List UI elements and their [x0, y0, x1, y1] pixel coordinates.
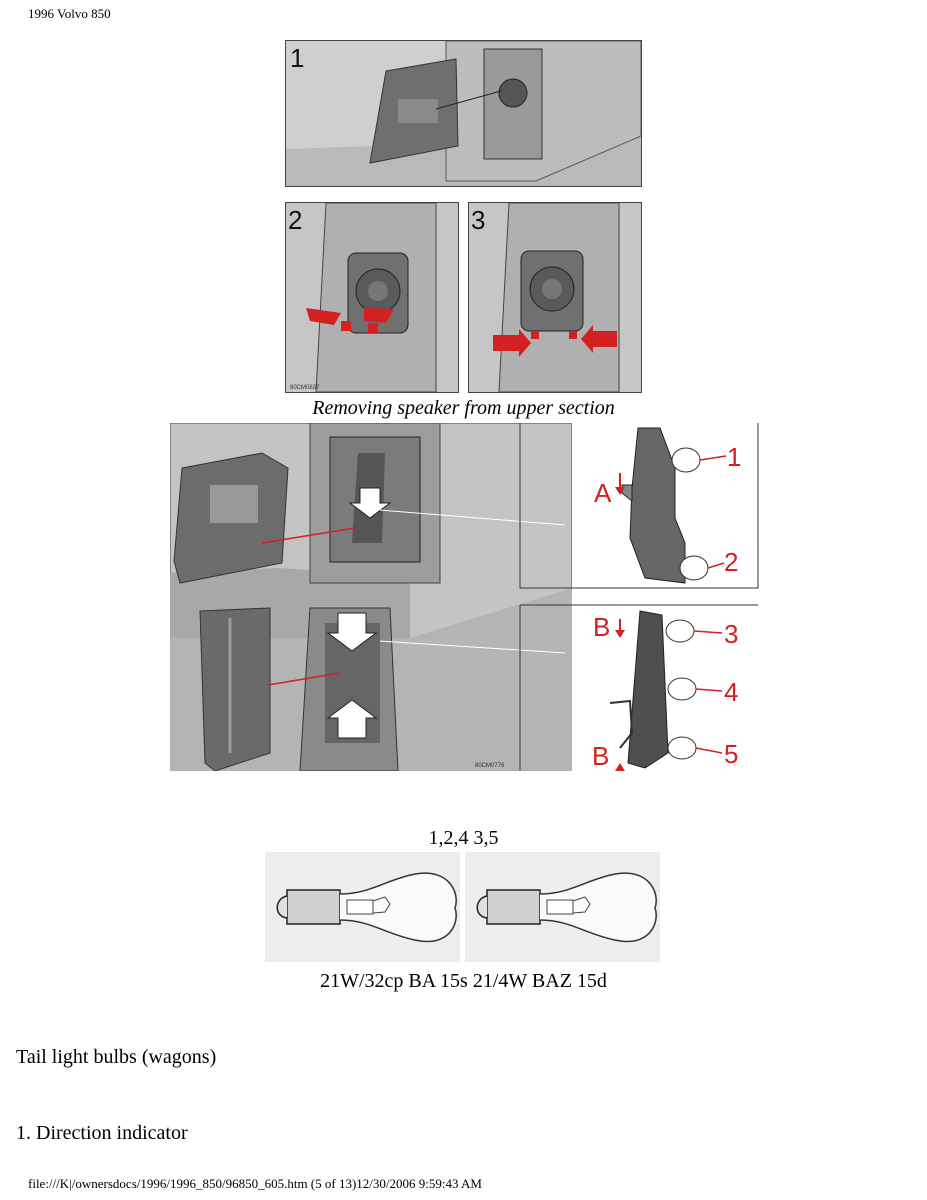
figure-panel-3 [468, 202, 642, 393]
callout-2: 2 [724, 547, 739, 577]
bulbs-spec: 21W/32cp BA 15s 21/4W BAZ 15d [320, 970, 607, 992]
figure-top-caption: Removing speaker from upper section [312, 397, 615, 419]
figure-panel-2 [285, 202, 459, 393]
figure-top-image-code: 80CM0837 [290, 385, 320, 391]
callout-3: 3 [724, 619, 739, 649]
document-header-title: 1996 Volvo 850 [28, 6, 111, 21]
document-footer-path: file:///K|/ownersdocs/1996/1996_850/96850_605.htm (5 of 13)12/30/2006 9:59:43 AM [28, 1176, 482, 1191]
list-item-direction-indicator: 1. Direction indicator [16, 1122, 188, 1144]
callout-4: 4 [724, 677, 739, 707]
section-title: Tail light bulbs (wagons) [16, 1046, 217, 1068]
label-a: A [594, 478, 612, 508]
callout-5: 5 [724, 739, 739, 769]
bulb-illustration-baz15d [465, 852, 660, 962]
figure-panel-1-number: 1 [290, 43, 305, 73]
callout-1: 1 [727, 442, 742, 472]
figure-panel-2-number: 2 [288, 205, 303, 235]
figure-panel-1 [285, 40, 642, 187]
bulb-illustration-ba15s [265, 852, 460, 962]
figure-main-image-code: 80CM0776 [475, 763, 505, 769]
bulbs-heading: 1,2,4 3,5 [428, 827, 499, 849]
figure-main [170, 423, 760, 771]
label-b-bottom: B [592, 741, 610, 771]
figure-panel-3-number: 3 [471, 205, 486, 235]
label-b-top: B [593, 612, 611, 642]
